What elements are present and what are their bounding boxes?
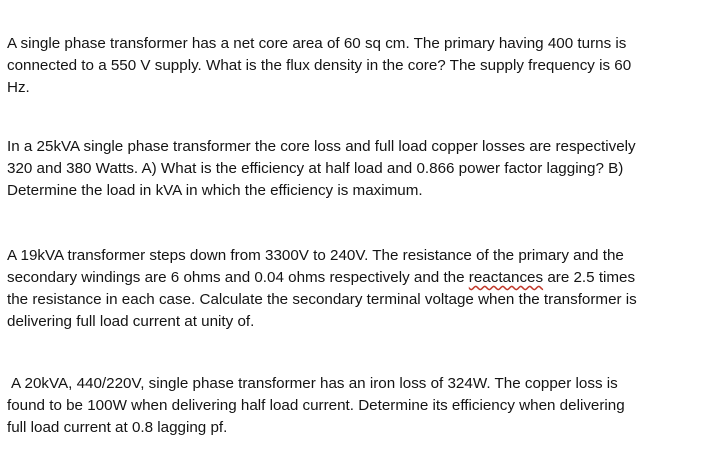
text-segment: secondary windings are 6 ohms and 0.04 ohms respectively and the (7, 269, 469, 286)
text-line: Determine the load in kVA in which the efficiency is maximum. (7, 182, 423, 199)
text-line: found to be 100W when delivering half load current. Determine its efficiency when delivering (7, 397, 625, 414)
misspelled-word[interactable]: reactances (468, 269, 544, 286)
question-paragraph-4 (7, 373, 711, 439)
question-paragraph-2 (7, 136, 707, 202)
question-paragraph-3 (7, 245, 707, 333)
text-line: Hz. (7, 79, 30, 96)
text-line: full load current at 0.8 lagging pf. (7, 419, 228, 436)
text-line (7, 267, 707, 289)
text-line: 320 and 380 Watts. A) What is the efficiency at half load and 0.866 power factor lagging? B) (7, 160, 624, 177)
text-line: A 19kVA transformer steps down from 3300V to 240V. The resistance of the primary and the (7, 247, 624, 264)
text-line: A single phase transformer has a net core area of 60 sq cm. The primary having 400 turns is (7, 35, 627, 52)
text-line: In a 25kVA single phase transformer the core loss and full load copper losses are respectively (7, 138, 636, 155)
text-line: the resistance in each case. Calculate the secondary terminal voltage when the transformer is (7, 291, 637, 308)
text-line: connected to a 550 V supply. What is the flux density in the core? The supply frequency is 60 (7, 57, 632, 74)
text-line: delivering full load current at unity of. (7, 313, 255, 330)
text-line: A 20kVA, 440/220V, single phase transformer has an iron loss of 324W. The copper loss is (11, 375, 618, 392)
question-paragraph-1 (7, 33, 707, 99)
text-segment: are 2.5 times (543, 269, 636, 286)
